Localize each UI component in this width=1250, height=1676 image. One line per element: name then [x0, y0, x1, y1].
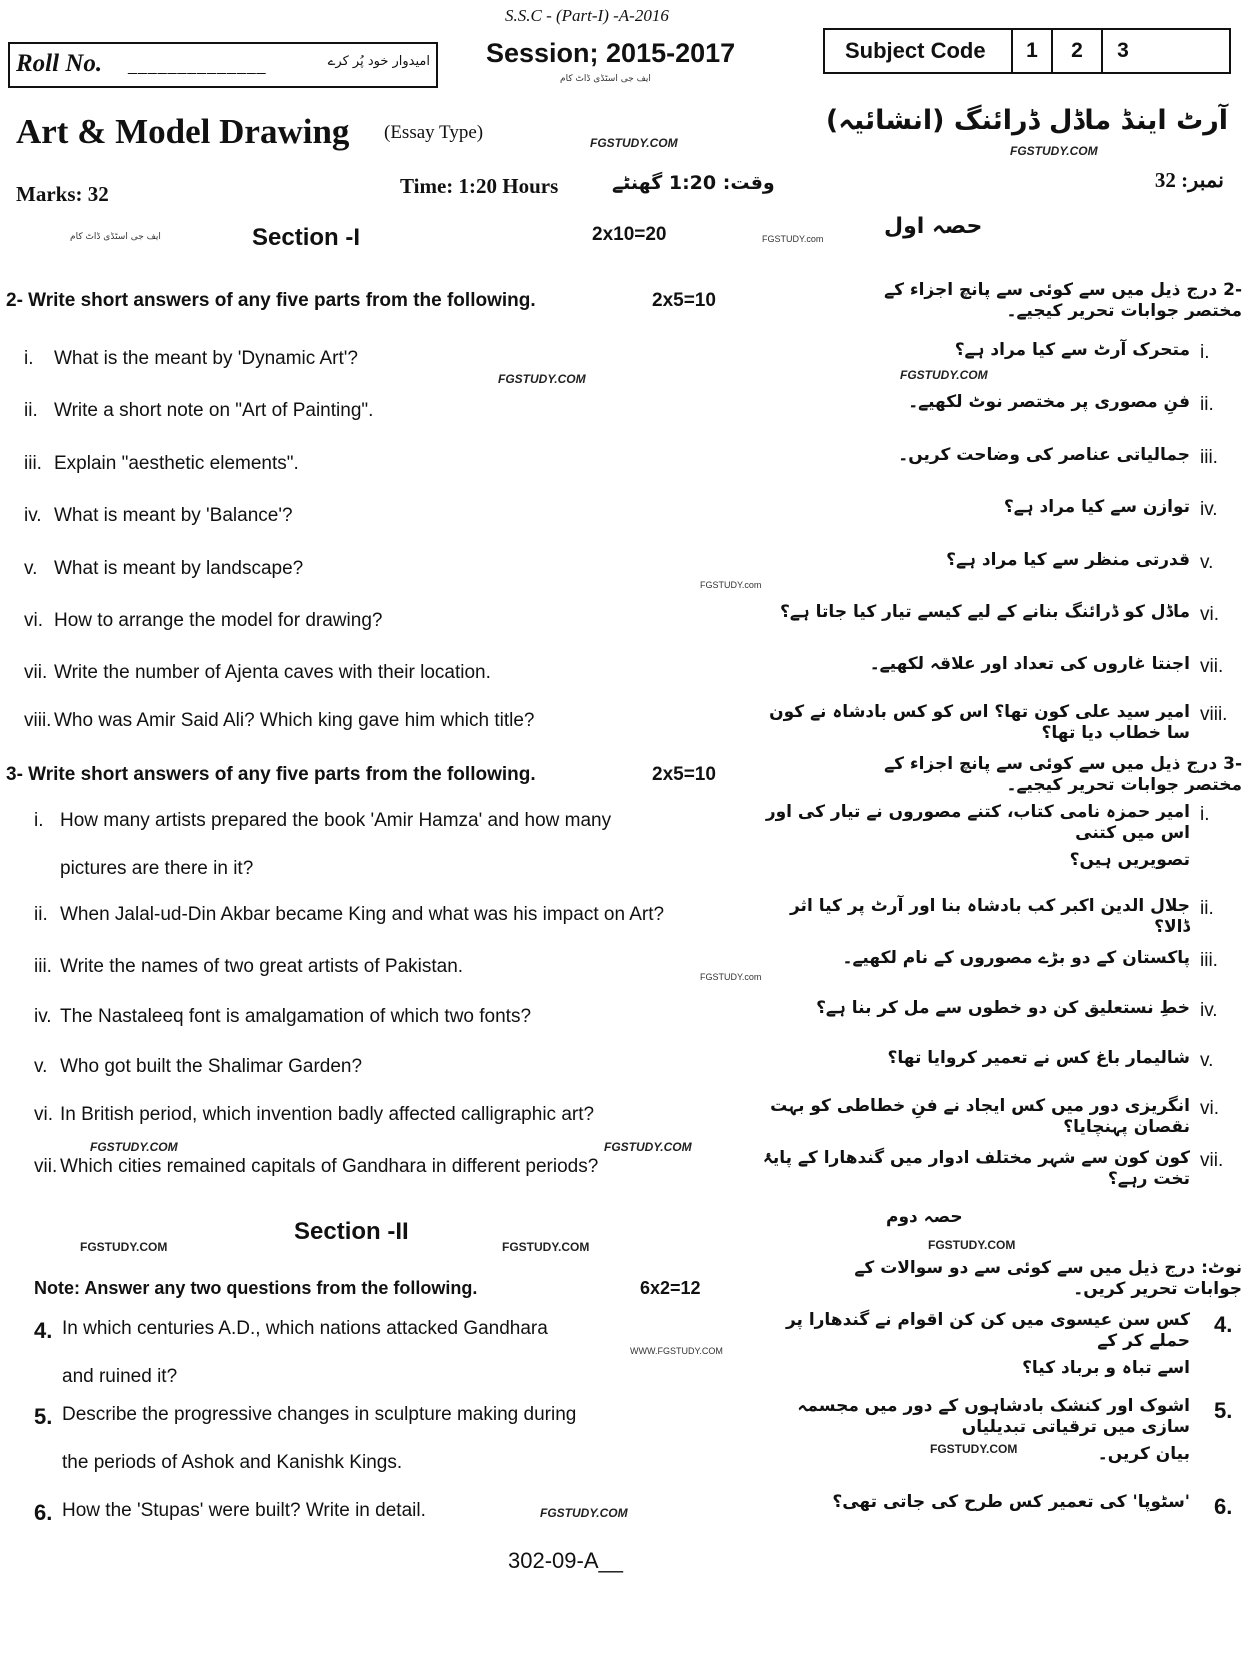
item-number-urdu: iv. — [1200, 1000, 1218, 1021]
item-text-urdu: انگریزی دور میں کس ایجاد نے فنِ خطاطی کو بہت نقصان پہنچایا؟ — [770, 1096, 1190, 1137]
item-number: viii. — [24, 710, 52, 731]
item-number-urdu: vi. — [1200, 604, 1219, 625]
question-marks: 2x5=10 — [652, 764, 716, 785]
subject-code-digit: 1 — [1011, 30, 1051, 72]
watermark: FGSTUDY.COM — [900, 368, 988, 382]
watermark: WWW.FGSTUDY.COM — [630, 1346, 723, 1356]
item-number: iv. — [24, 505, 42, 526]
time-urdu: وقت: 1:20 گھنٹے — [612, 172, 775, 194]
paper-title: Art & Model Drawing — [16, 112, 350, 151]
item-text-urdu: کون کون سے شہر مختلف ادوار میں گندھارا کے پایۂ تخت رہے؟ — [762, 1148, 1190, 1189]
question-marks: 2x5=10 — [652, 290, 716, 311]
section-2-note-urdu: نوٹ: درج ذیل میں سے کوئی سے دو سوالات کے جوابات تحریر کریں۔ — [854, 1258, 1242, 1299]
subject-code-digit: 2 — [1051, 30, 1101, 72]
item-text-urdu: کس سن عیسوی میں کن کن اقوام نے گندھارا پر حملے کر کے — [785, 1310, 1190, 1351]
item-text-urdu: جمالیاتی عناصر کی وضاحت کریں۔ — [898, 445, 1190, 465]
item-number-urdu: viii. — [1200, 704, 1228, 725]
item-text: In which centuries A.D., which nations attacked Gandhara — [62, 1318, 548, 1339]
item-text-urdu: امیر حمزہ نامی کتاب، کتنے مصوروں نے تیار کی اور اس میں کتنی — [765, 802, 1190, 843]
item-text-urdu: اجنتا غاروں کی تعداد اور علاقہ لکھیے۔ — [869, 654, 1190, 674]
paper-type: (Essay Type) — [384, 122, 484, 143]
item-number-urdu: vii. — [1200, 656, 1224, 677]
item-text-urdu: ماڈل کو ڈرائنگ بنانے کے لیے کیسے تیار کیا جاتا ہے؟ — [779, 602, 1190, 622]
item-number: v. — [34, 1056, 48, 1077]
item-text: Who was Amir Said Ali? Which king gave him which title? — [54, 710, 535, 731]
item-number: vii. — [24, 662, 48, 683]
item-text-urdu: فنِ مصوری پر مختصر نوٹ لکھیے۔ — [908, 392, 1190, 412]
watermark: FGSTUDY.COM — [540, 1506, 628, 1520]
watermark: FGSTUDY.COM — [930, 1442, 1018, 1456]
question-heading: 3- Write short answers of any five parts from the following. — [6, 764, 536, 785]
watermark-urdu: ایف جی اسٹڈی ڈاٹ کام — [70, 232, 161, 242]
item-number-urdu: v. — [1200, 1050, 1214, 1071]
item-number: iv. — [34, 1006, 52, 1027]
question-heading-urdu: -3 درج ذیل میں سے کوئی سے پانچ اجزاء کے مختصر جوابات تحریر کیجیے۔ — [884, 754, 1242, 795]
item-text-urdu: اشوک اور کنشک بادشاہوں کے دور میں مجسمہ سازی میں ترقیاتی تبدیلیاں — [797, 1396, 1190, 1437]
item-text-urdu: جلال الدین اکبر کب بادشاہ بنا اور آرٹ پر کیا اثر ڈالا؟ — [789, 896, 1190, 937]
section-2-marks: 6x2=12 — [640, 1278, 701, 1298]
item-text: Explain "aesthetic elements". — [54, 453, 299, 474]
item-number-urdu: vii. — [1200, 1150, 1224, 1171]
watermark: FGSTUDY.com — [700, 580, 762, 590]
watermark: FGSTUDY.com — [762, 234, 824, 244]
roll-no-box[interactable] — [8, 42, 438, 88]
section-1-title-urdu: حصہ اول — [884, 214, 983, 239]
watermark: FGSTUDY.COM — [590, 136, 678, 150]
item-text: When Jalal-ud-Din Akbar became King and what was his impact on Art? — [60, 904, 665, 925]
item-number: 6. — [34, 1500, 53, 1525]
item-text: Which cities remained capitals of Gandhara in different periods? — [60, 1156, 599, 1177]
marks: Marks: 32 — [16, 182, 109, 206]
roll-no-urdu: امیدوار خود پُر کرے — [327, 54, 430, 69]
item-text: and ruined it? — [62, 1366, 178, 1387]
paper-title-urdu: آرٹ اینڈ ماڈل ڈرائنگ (انشائیہ) — [825, 105, 1228, 136]
item-text-urdu: امیر سید علی کون تھا؟ اس کو کس بادشاہ نے کون سا خطاب دیا تھا؟ — [769, 702, 1190, 743]
section-1-marks: 2x10=20 — [592, 224, 667, 245]
item-text: Write a short note on "Art of Painting". — [54, 400, 374, 421]
item-number: v. — [24, 558, 38, 579]
watermark: FGSTUDY.COM — [502, 1240, 590, 1254]
item-text: What is meant by landscape? — [54, 558, 304, 579]
item-text-urdu: پاکستان کے دو بڑے مصوروں کے نام لکھیے۔ — [842, 948, 1190, 968]
item-number: vi. — [34, 1104, 53, 1125]
item-text-urdu: 'سٹوپا' کی تعمیر کس طرح کی جاتی تھی؟ — [832, 1492, 1190, 1512]
item-text: How to arrange the model for drawing? — [54, 610, 383, 631]
item-text-urdu: تصویریں ہیں؟ — [1069, 850, 1190, 870]
item-number-urdu: iii. — [1200, 447, 1218, 468]
roll-no-label: Roll No. — [16, 50, 103, 77]
question-heading-urdu: -2 درج ذیل میں سے کوئی سے پانچ اجزاء کے مختصر جوابات تحریر کیجیے۔ — [884, 280, 1242, 321]
item-number-urdu: ii. — [1200, 394, 1214, 415]
item-text: the periods of Ashok and Kanishk Kings. — [62, 1452, 403, 1473]
item-number-urdu: 4. — [1214, 1312, 1233, 1337]
subject-code-label: Subject Code — [845, 38, 986, 63]
item-number: vi. — [24, 610, 43, 631]
watermark: FGSTUDY.COM — [80, 1240, 168, 1254]
item-number-urdu: ii. — [1200, 898, 1214, 919]
exam-code: S.S.C - (Part-I) -A-2016 — [505, 6, 669, 25]
watermark: FGSTUDY.COM — [928, 1238, 1016, 1252]
watermark: FGSTUDY.COM — [90, 1140, 178, 1154]
item-text: How the 'Stupas' were built? Write in detail. — [62, 1500, 426, 1521]
item-text: Who got built the Shalimar Garden? — [60, 1056, 363, 1077]
section-2-note: Note: Answer any two questions from the following. — [34, 1278, 478, 1298]
item-number: vii. — [34, 1156, 58, 1177]
time: Time: 1:20 Hours — [400, 174, 559, 198]
item-text: How many artists prepared the book 'Amir Hamza' and how many — [60, 810, 612, 831]
item-number: ii. — [34, 904, 48, 925]
item-text-urdu: توازن سے کیا مراد ہے؟ — [1003, 497, 1190, 517]
footer-code: 302-09-A__ — [508, 1548, 623, 1573]
section-1-title: Section -I — [252, 224, 361, 251]
roll-no-blank: ______________ — [128, 58, 267, 75]
section-2-title: Section -II — [294, 1218, 409, 1245]
item-number: 5. — [34, 1404, 53, 1429]
item-number-urdu: vi. — [1200, 1098, 1219, 1119]
item-number: iii. — [24, 453, 42, 474]
watermark-urdu: ایف جی اسٹڈی ڈاٹ کام — [560, 74, 651, 84]
watermark: FGSTUDY.COM — [604, 1140, 692, 1154]
item-number: i. — [24, 348, 34, 369]
watermark: FGSTUDY.com — [700, 972, 762, 982]
item-text-urdu: شالیمار باغ کس نے تعمیر کروایا تھا؟ — [887, 1048, 1190, 1068]
item-number-urdu: 6. — [1214, 1494, 1233, 1519]
question-heading: 2- Write short answers of any five parts from the following. — [6, 290, 536, 311]
item-number: ii. — [24, 400, 38, 421]
item-number-urdu: i. — [1200, 342, 1210, 363]
item-text: The Nastaleeq font is amalgamation of which two fonts? — [60, 1006, 532, 1027]
item-text-urdu: قدرتی منظر سے کیا مراد ہے؟ — [946, 550, 1190, 570]
section-2-title-urdu: حصہ دوم — [886, 1207, 963, 1227]
marks-urdu: نمبر: 32 — [1154, 168, 1224, 192]
item-text-urdu: متحرک آرٹ سے کیا مراد ہے؟ — [954, 340, 1190, 360]
subject-code-digit: 3 — [1101, 30, 1143, 72]
item-text-urdu: اسے تباہ و برباد کیا؟ — [1022, 1358, 1190, 1378]
item-number: 4. — [34, 1318, 53, 1343]
item-text: What is the meant by 'Dynamic Art'? — [54, 348, 358, 369]
watermark: FGSTUDY.COM — [498, 372, 586, 386]
item-number-urdu: iii. — [1200, 950, 1218, 971]
item-text-urdu: خطِ نستعلیق کن دو خطوں سے مل کر بنا ہے؟ — [816, 998, 1190, 1018]
item-number: iii. — [34, 956, 52, 977]
item-number: i. — [34, 810, 44, 831]
item-text: Describe the progressive changes in sculpture making during — [62, 1404, 577, 1425]
watermark: FGSTUDY.COM — [1010, 144, 1098, 158]
item-text: pictures are there in it? — [60, 858, 254, 879]
item-number-urdu: iv. — [1200, 499, 1218, 520]
item-text: Write the names of two great artists of Pakistan. — [60, 956, 464, 977]
session: Session; 2015-2017 — [486, 38, 736, 68]
item-text-urdu: بیان کریں۔ — [1097, 1444, 1190, 1464]
item-text: In British period, which invention badly affected calligraphic art? — [60, 1104, 595, 1125]
item-number-urdu: i. — [1200, 804, 1210, 825]
subject-code-box — [823, 28, 1231, 74]
item-text: What is meant by 'Balance'? — [54, 505, 293, 526]
item-number-urdu: 5. — [1214, 1398, 1233, 1423]
item-number-urdu: v. — [1200, 552, 1214, 573]
item-text: Write the number of Ajenta caves with their location. — [54, 662, 491, 683]
